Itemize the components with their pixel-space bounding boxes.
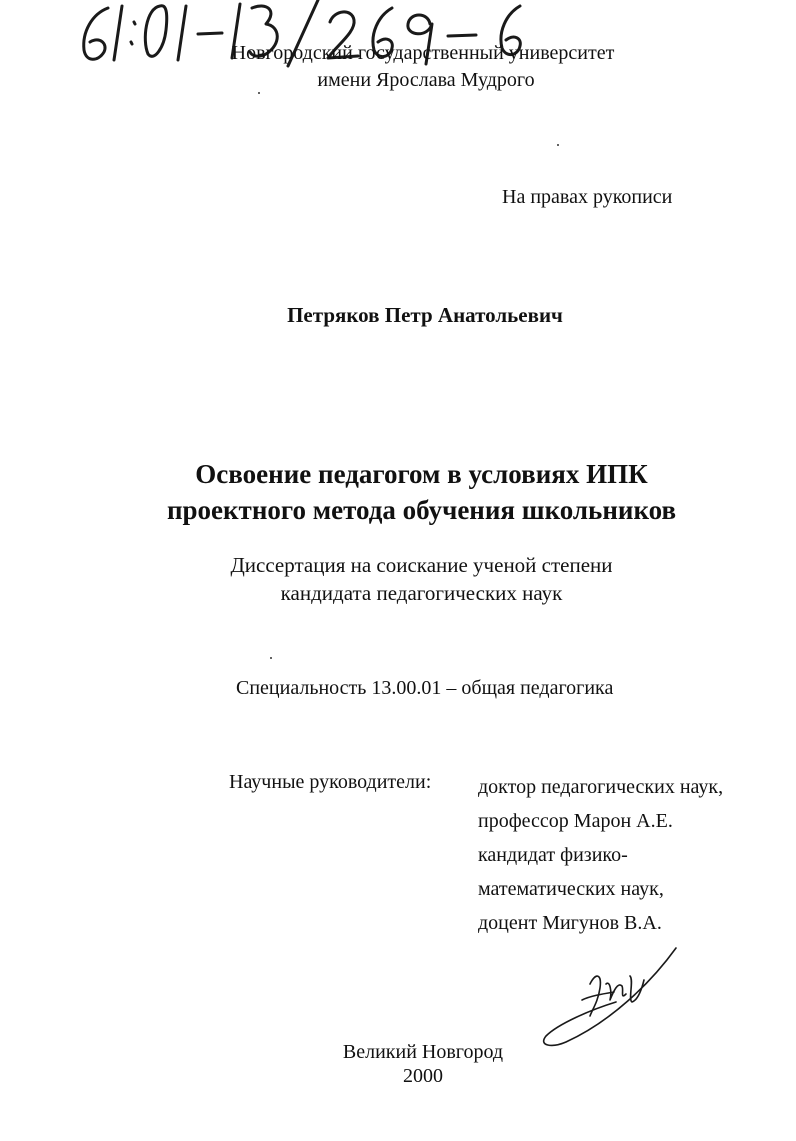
- supervisor-line: доктор педагогических наук,: [478, 776, 724, 798]
- place-and-year: [0, 1040, 796, 1088]
- degree-statement: [0, 551, 796, 607]
- manuscript-rights-note: На правах рукописи: [502, 186, 673, 208]
- university-block: [0, 40, 796, 94]
- university-name: Новгородский государственный университет: [231, 42, 615, 64]
- specialty-line: Специальность 13.00.01 – общая педагогика: [236, 677, 614, 699]
- supervisor-line: профессор Марон А.Е.: [478, 810, 673, 832]
- supervisors-list: [478, 770, 723, 940]
- university-honorific-name: имени Ярослава Мудрого: [317, 69, 535, 91]
- city: Великий Новгород: [342, 1041, 504, 1063]
- supervisor-line: доцент Мигунов В.А.: [478, 912, 662, 934]
- scan-speck: [557, 144, 559, 146]
- scan-speck: [270, 657, 272, 659]
- title-line-2: проектного метода обучения школьников: [166, 495, 677, 525]
- supervisors-label: Научные руководители:: [229, 771, 432, 793]
- degree-line-1: Диссертация на соискание ученой степени: [230, 553, 613, 577]
- degree-line-2: кандидата педагогических наук: [280, 581, 563, 605]
- author-name: Петряков Петр Анатольевич: [287, 303, 563, 327]
- supervisor-line: математических наук,: [478, 878, 664, 900]
- year: 2000: [403, 1065, 443, 1087]
- dissertation-title: [0, 456, 796, 528]
- title-line-1: Освоение педагогом в условиях ИПК: [195, 459, 648, 489]
- scan-speck: [258, 92, 260, 94]
- supervisor-line: кандидат физико-: [478, 844, 628, 866]
